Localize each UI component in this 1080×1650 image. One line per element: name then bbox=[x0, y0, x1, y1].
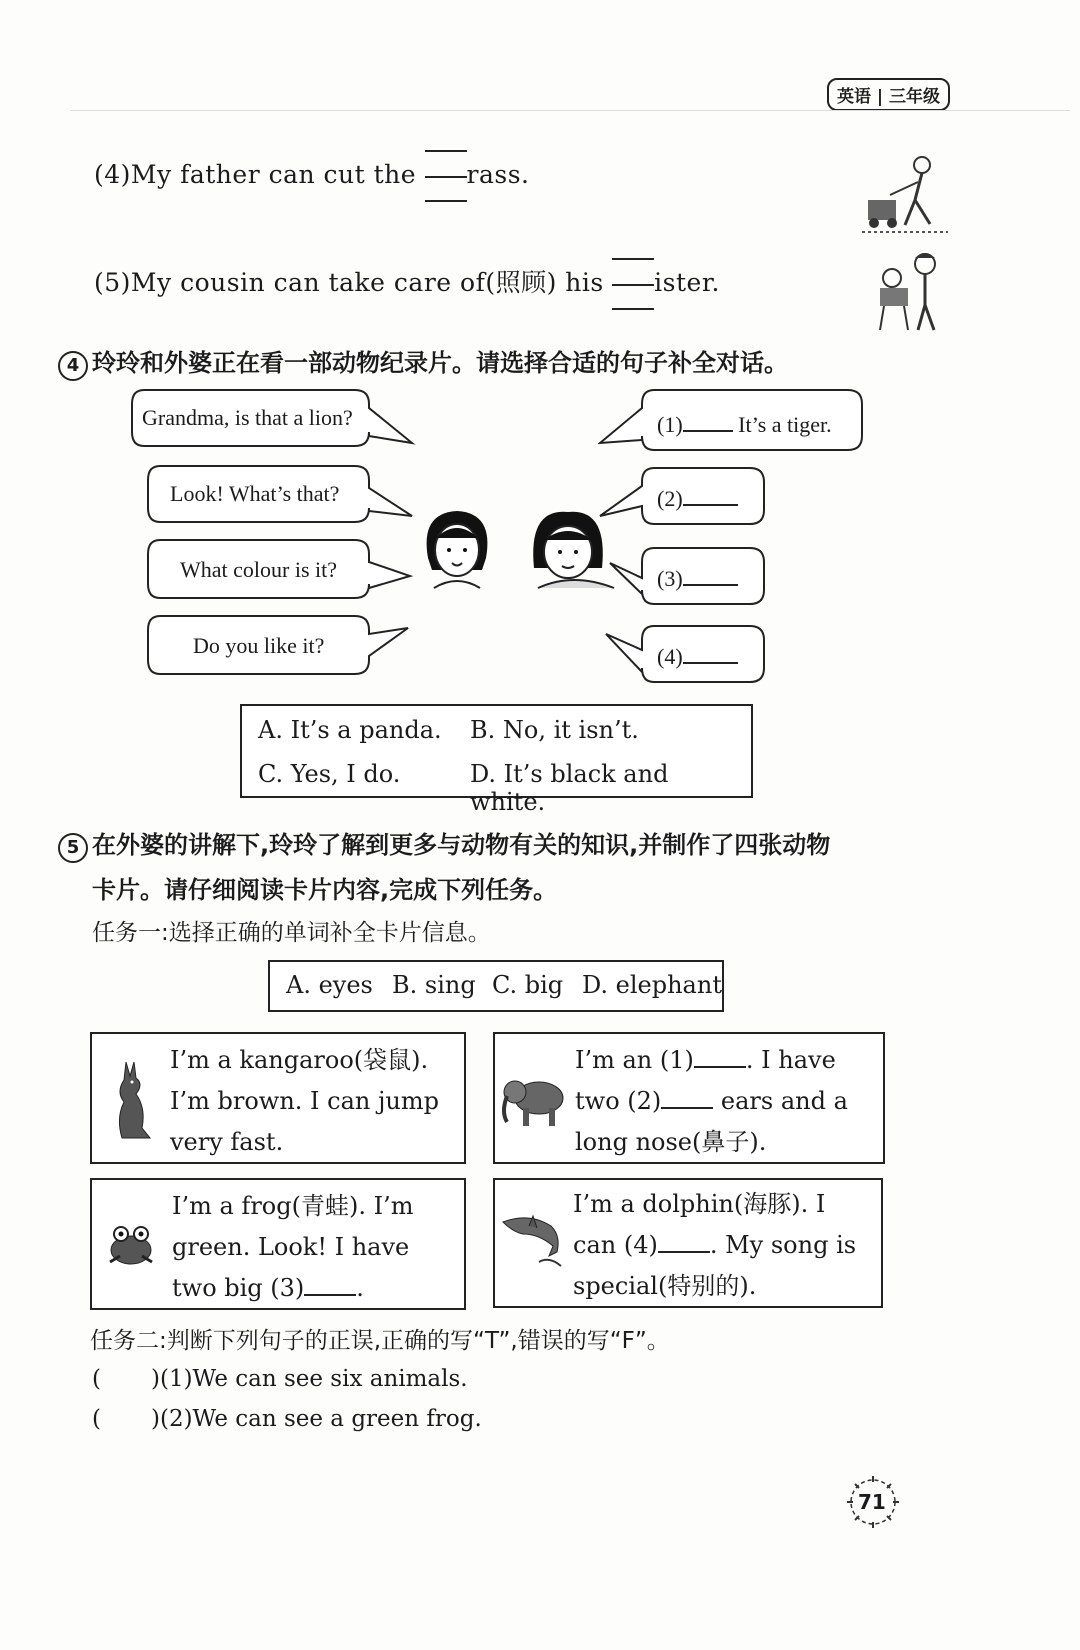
frog-icon bbox=[106, 1224, 156, 1268]
kangaroo-icon bbox=[106, 1058, 156, 1143]
option-d: D. It’s black and white. bbox=[470, 760, 669, 816]
phonics-item-4 bbox=[94, 160, 530, 190]
dolphin-icon bbox=[499, 1212, 565, 1272]
boy-and-sister-illustration bbox=[870, 250, 950, 335]
answer-blank[interactable] bbox=[683, 410, 733, 432]
task-2-instruction: 任务二:判断下列句子的正误,正确的写“T”,错误的写“F”。 bbox=[90, 1328, 670, 1354]
bubble-tail-text: It’s a tiger. bbox=[738, 412, 832, 437]
right-bubble-4 bbox=[657, 642, 738, 670]
left-bubble-2: Look! What’s that? bbox=[170, 481, 340, 506]
word-option-d: D. elephant bbox=[582, 971, 722, 999]
right-bubble-1 bbox=[657, 410, 832, 438]
text-part: . I have bbox=[745, 1046, 836, 1074]
word-options-box bbox=[268, 960, 724, 1012]
text-part: can (4) bbox=[573, 1231, 658, 1259]
answer-blank-4[interactable] bbox=[658, 1231, 710, 1253]
section-number: 4 bbox=[58, 351, 88, 381]
left-bubble-1: Grandma, is that a lion? bbox=[142, 405, 353, 430]
right-bubble-2 bbox=[657, 484, 738, 512]
answer-blank[interactable] bbox=[683, 484, 738, 506]
task-1-instruction: 任务一:选择正确的单词补全卡片信息。 bbox=[92, 920, 491, 946]
header-badge: 英语 | 三年级 bbox=[827, 78, 950, 111]
text-part: . bbox=[356, 1274, 364, 1302]
section-title-line1: 在外婆的讲解下,玲玲了解到更多与动物有关的知识,并制作了四张动物 bbox=[92, 831, 831, 859]
card-line: very fast. bbox=[170, 1128, 284, 1156]
section-5-title-line2: 卡片。请仔细阅读卡片内容,完成下列任务。 bbox=[92, 876, 558, 904]
card-line: long nose(鼻子). bbox=[575, 1128, 767, 1156]
card-line bbox=[575, 1040, 871, 1081]
section-4-options-box bbox=[240, 704, 753, 816]
item-text: My cousin can take care of(照顾) his bbox=[130, 268, 604, 297]
item-text: My father can cut the bbox=[130, 160, 417, 189]
blank-label: (3) bbox=[657, 566, 683, 591]
answer-blank-1[interactable] bbox=[694, 1046, 746, 1068]
card-line: I’m brown. I can jump bbox=[170, 1087, 440, 1115]
right-bubble-3 bbox=[657, 564, 738, 592]
text-part: . My song is bbox=[709, 1231, 857, 1259]
frog-text bbox=[172, 1186, 456, 1309]
paren-open: ( bbox=[92, 1406, 101, 1432]
section-number: 5 bbox=[58, 833, 88, 863]
left-bubble-4: Do you like it? bbox=[193, 633, 325, 658]
card-elephant bbox=[493, 1032, 885, 1164]
card-line bbox=[575, 1081, 871, 1122]
card-kangaroo bbox=[90, 1032, 466, 1164]
word-option-c: C. big bbox=[492, 971, 564, 999]
elephant-icon bbox=[499, 1072, 567, 1132]
mowing-man-illustration bbox=[860, 150, 950, 235]
page-number: 71 bbox=[858, 1490, 886, 1514]
answer-blank-2[interactable] bbox=[661, 1087, 713, 1109]
paren-close: ) bbox=[150, 1366, 160, 1392]
card-line: I’m a kangaroo(袋鼠). bbox=[170, 1046, 429, 1074]
letter-blank[interactable] bbox=[425, 164, 467, 190]
item-number: (4) bbox=[94, 160, 131, 189]
word-option-a: A. eyes bbox=[286, 971, 373, 999]
card-line: I’m a frog(青蛙). I’m bbox=[172, 1192, 414, 1220]
phonics-item-5 bbox=[94, 263, 720, 299]
section-4-title bbox=[58, 343, 788, 381]
text-part: I’m an (1) bbox=[575, 1046, 694, 1074]
card-line: green. Look! I have bbox=[172, 1233, 410, 1261]
elephant-text bbox=[575, 1040, 871, 1163]
paren-open: ( bbox=[92, 1366, 101, 1392]
answer-blank[interactable] bbox=[683, 642, 738, 664]
judgement-text: (1)We can see six animals. bbox=[159, 1366, 468, 1392]
option-c: C. Yes, I do. bbox=[258, 760, 401, 788]
item-text-end: rass. bbox=[466, 160, 530, 189]
judgement-text: (2)We can see a green frog. bbox=[159, 1406, 482, 1432]
item-text-end: ister. bbox=[654, 268, 720, 297]
card-dolphin bbox=[493, 1178, 883, 1308]
option-b: B. No, it isn’t. bbox=[470, 716, 639, 744]
card-line bbox=[172, 1268, 456, 1309]
left-bubbles-svg bbox=[130, 388, 430, 708]
card-frog bbox=[90, 1178, 466, 1310]
left-bubble-3: What colour is it? bbox=[180, 557, 338, 582]
answer-blank[interactable] bbox=[683, 564, 738, 586]
letter-blank[interactable] bbox=[612, 272, 654, 298]
judgement-2 bbox=[92, 1406, 482, 1432]
dolphin-text bbox=[573, 1184, 871, 1307]
item-number: (5) bbox=[94, 268, 131, 297]
option-a: A. It’s a panda. bbox=[258, 716, 442, 744]
grade-label: 三年级 bbox=[889, 87, 940, 107]
text-part: two (2) bbox=[575, 1087, 662, 1115]
judgement-1 bbox=[92, 1366, 468, 1392]
blank-label: (1) bbox=[657, 412, 683, 437]
text-part: two big (3) bbox=[172, 1274, 305, 1302]
text-part: ears and a bbox=[720, 1087, 848, 1115]
word-option-b: B. sing bbox=[392, 971, 476, 999]
header-divider bbox=[70, 110, 1070, 111]
answer-blank-3[interactable] bbox=[304, 1274, 356, 1296]
paren-close: ) bbox=[150, 1406, 160, 1432]
section-5-title bbox=[58, 825, 830, 863]
section-title-text: 玲玲和外婆正在看一部动物纪录片。请选择合适的句子补全对话。 bbox=[92, 349, 788, 377]
blank-label: (4) bbox=[657, 644, 683, 669]
kangaroo-text bbox=[170, 1040, 454, 1163]
card-line bbox=[573, 1225, 871, 1266]
card-line: I’m a dolphin(海豚). I bbox=[573, 1190, 826, 1218]
subject-label: 英语 bbox=[836, 87, 871, 107]
blank-label: (2) bbox=[657, 486, 683, 511]
lingling-girl-illustration bbox=[420, 508, 495, 590]
card-line: special(特别的). bbox=[573, 1272, 757, 1300]
